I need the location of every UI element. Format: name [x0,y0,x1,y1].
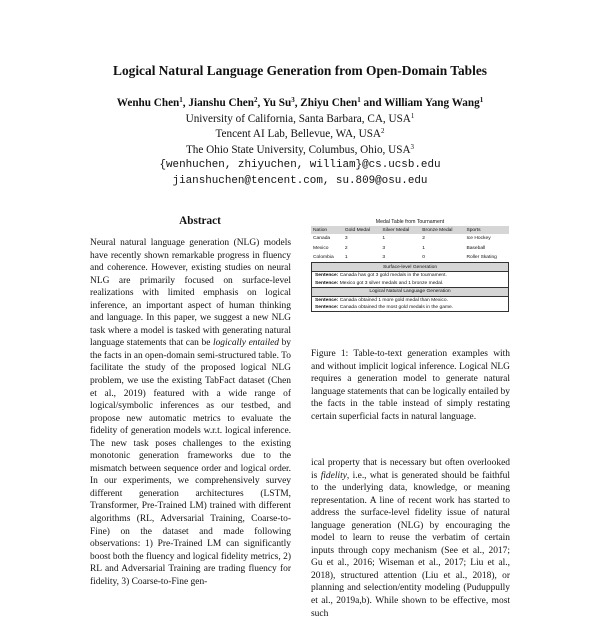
surface-generation-box [311,263,509,288]
table-row [311,234,509,243]
table-header-cell: Nation [311,226,343,234]
affiliation [0,127,600,143]
abstract-text [90,237,291,588]
table-cell: Roller Skating [464,253,509,263]
table-cell: Canada [313,236,331,242]
sentence-text: Mexico got 3 silver medals and 1 bronze medal. [338,280,444,286]
table-cell: 3 [380,253,420,263]
author-sup: 1 [357,96,361,104]
surface-generation-heading: Surface-level Generation [312,263,508,272]
table-header-cell: Bronze Medal [420,226,464,234]
abstract-text-part: by the facts in an open-domain semi-structured table. To facilitate the study of the proposed logical NLG problem, we use the existing TabFact dataset (Chen et al., 2019) featured with a wide range of logical/symbolic inferences as our testbed, and propose new automatic metrics to evaluate the fidelity of generation models w.r.t. logical inference. The new task poses challenges to the existing monotonic generation frameworks due to the mismatch between sequence order and logical order. In our experiments, we comprehensively survey different generation architectures (LSTM, Transformer, Pre-Trained LM) trained with different algorithms (RL, Adversarial Training, Coarse-to-Fine) on the dataset and made following observations: 1) Pre-Trained LM can significantly boost both the fluency and logical fidelity metrics, 2) RL and Adversarial Training are trading fluency for fidelity, 3) Coarse-to-Fine gen- [90,338,292,587]
affiliation-sup: 1 [410,111,415,120]
figure-table-title: Medal Table from Tournament [375,219,445,225]
author-names: Wenhu Chen$^1$, Jianshu Chen$^2$, Yu Su$^3$, Zhiyu Chen$^1$ and William Yang Wang$^1$ [116,96,484,109]
logical-generation-box [311,288,509,313]
author-name: Yu Su [262,97,292,109]
logical-generation-heading: Logical Natural Language Generation [312,288,508,297]
surface-sentence [312,279,508,286]
sentence-text: Canada obtained the most gold medals in the game. [338,305,454,311]
figure-caption [311,348,510,423]
affiliation-text: Tencent AI Lab, Bellevue, WA, USA [215,128,382,141]
author-name: Jianshu Chen [188,97,254,109]
sentence-text: Canada obtained 1 more gold medal than Mexico. [338,297,448,303]
table-row [311,253,509,263]
table-cell: Mexico [313,245,329,251]
table-cell: 1 [382,236,386,242]
author-name: William Yang Wang [384,97,480,109]
table-header-row [311,226,509,234]
logical-sentence [312,297,508,304]
medal-table [311,226,509,263]
author-and: and [363,97,382,109]
table-cell: Colombia [311,253,343,263]
abstract-heading: Abstract [179,215,221,227]
table-cell: 1 [422,245,426,251]
body-text-part: ical property that is necessary but often overlooked is [311,458,510,481]
sentence-label: Sentence: [315,273,339,279]
affiliation-sup: 3 [410,142,415,151]
sentence-label: Sentence: [315,297,339,303]
author-email: {wenhuchen, zhiyuchen, william}@cs.ucsb.edu [159,159,441,172]
sentence-label: Sentence: [315,280,339,286]
body-paragraph [311,457,510,620]
affiliation-text: The Ohio State University, Columbus, Ohio, USA [185,143,411,156]
abstract-text-part: Neural natural language generation (NLG) models have recently shown remarkable progress in fluency and coherence. However, existing studies on neural NLG are primarily focused on surface-level realizations with limited emphasis on logical inference, an important aspect of human thinking and language. In this paper, we suggest a new NLG task where a model is tasked with generating natural language statements that can be [90,238,291,349]
abstract-emphasis: logically entailed [212,338,279,349]
table-cell: Baseball [466,245,486,251]
table-row [311,244,509,253]
table-cell: 3 [344,236,348,242]
table-cell: Ice Hockey [466,236,491,242]
table-cell: 2 [344,245,348,251]
author-name: Zhiyu Chen [300,97,358,109]
author-email: jianshuchen@tencent.com, su.809@osu.edu [172,174,428,187]
affiliation [0,112,600,128]
affiliation-text: University of California, Santa Barbara, CA, USA [185,112,411,125]
author-sup: 1 [179,96,183,104]
author-sup: 2 [254,96,258,104]
table-cell: 1 [343,253,380,263]
abstract-paragraph [90,237,291,588]
sentence-label: Sentence: [315,305,339,311]
caption-text: Figure 1: Table-to-text generation examples with and without implicit logical inference. Logical NLG requires a generation model to generate natural language statements that can be logically entailed by the facts in the table instead of simply restating certain superficial facts in natural language. [311,349,510,422]
affiliation [0,143,600,159]
paper-title: Logical Natural Language Generation from Open-Domain Tables [113,63,487,78]
author-block [0,96,600,190]
table-header-cell: Silver Medal [380,226,420,234]
table-header-cell: Sports [464,226,509,234]
author-sup: 1 [479,96,484,104]
sentence-text: Canada has got 3 gold medals in the tournament. [338,273,447,279]
body-text-part: , i.e., what is generated should be faithful to the underlying data, knowledge, or meaning representation. A line of recent work has started to address the surface-level fidelity issue of natural language generation (NLG) by encouraging the model to learn to reuse the verbatim of certain inputs through copy mechanism (See et al., 2017; Gu et al., 2016; Wiseman et al., 2017; Liu et al., 2018), structured attention (Liu et al., 2018), or planning and selection/entity modeling (Puduppully et al., 2019a,b). While shown to be effective, most such [311,470,511,619]
table-cell: 3 [382,245,386,251]
affiliation-sup: 2 [381,127,385,136]
author-name: Wenhu Chen [116,97,180,109]
table-cell: 0 [420,253,464,263]
logical-sentence [312,304,508,311]
body-emphasis: fidelity [320,470,347,481]
body-text [311,457,510,620]
table-cell: 2 [422,236,426,242]
surface-sentence [312,272,508,279]
figure-1 [311,218,509,312]
table-header-cell: Gold Medal [343,226,380,234]
author-sup: 3 [291,96,295,104]
